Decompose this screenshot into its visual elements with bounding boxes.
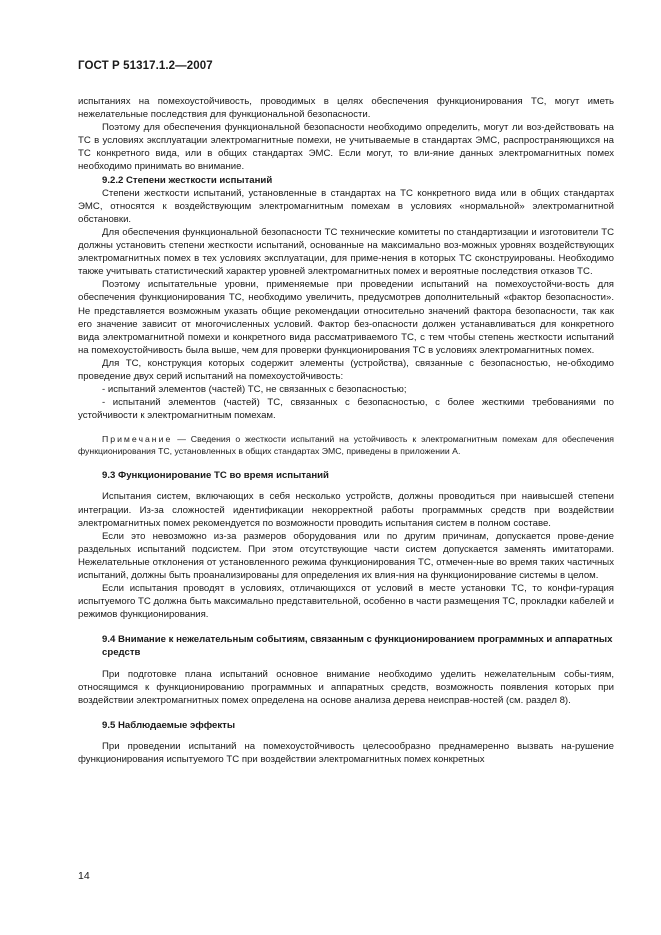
note-text: — Сведения о жесткости испытаний на устойчивость к электромагнитным помехам для обеспечения функционирования ТС, установленных в общих стандартах ЭМС, приведены в приложении А. <box>78 434 614 457</box>
paragraph: Если это невозможно из-за размеров оборудования или по другим причинам, допускается прове-дение раздельных испытаний подсистем. При этом отсутствующие части систем допускается заменять имитаторами. Нежелательные отклонения от установленного режима функционирования ТС, отмечен-ные во время таких частичных испытаний, должны быть проанализированы для определения их влия-ния на функционирование системы в целом. <box>78 530 614 581</box>
paragraph: При проведении испытаний на помехоустойчивость целесообразно преднамеренно вызвать на-рушение функционирования испытуемого ТС при воздействии электромагнитных помех конкретных <box>78 740 614 766</box>
paragraph: Степени жесткости испытаний, установленные в стандартах на ТС конкретного вида или в общих стандартах ЭМС, относятся к воздействующим электромагнитным помехам в условиях «нормальной» электромагнитной обстановки. <box>78 187 614 225</box>
paragraph: Поэтому для обеспечения функциональной безопасности необходимо определить, могут ли воз-действовать на ТС в условиях эксплуатации электромагнитные помехи, не учитываемые в стандартах ЭМС, распространяющихся на ТС конкретного вида, или в общих стандартах ЭМС. Если могут, то вли-яние данных электромагнитных помех необходимо принимать во внимание. <box>78 122 614 173</box>
list-item: - испытаний элементов (частей) ТС, не связанных с безопасностью; <box>102 384 407 396</box>
page-number: 14 <box>78 870 90 882</box>
note-label: Примечание <box>102 434 173 445</box>
document-body <box>78 95 614 766</box>
note <box>78 433 614 457</box>
section-heading-9-4: 9.4 Внимание к нежелательным событиям, связанным с функционированием программных и аппаратных средств <box>102 634 613 659</box>
section-heading-9-2-2: 9.2.2 Степени жесткости испытаний <box>102 174 273 186</box>
list-item: - испытаний элементов (частей) ТС, связанных с безопасностью, с более жесткими требованиями по устойчивости к электромагнитным помехам. <box>78 397 614 422</box>
paragraph: Если испытания проводят в условиях, отличающихся от условий в месте установки ТС, то конфи-гурация испытуемого ТС должна быть максимально представительной, особенно в части размещения ТС, прокладки кабелей и режимов функционирования. <box>78 583 614 621</box>
paragraph: При подготовке плана испытаний основное внимание необходимо уделить нежелательным собы-тиям, относящимся к функционированию программных и аппаратных средств, возможность появления которых при воздействии электромагнитных помех определена на основе анализа дерева неисправ-ностей (см. раздел 8). <box>78 668 614 706</box>
paragraph: Испытания систем, включающих в себя несколько устройств, должны проводиться при наивысшей степени интеграции. Из-за сложностей идентификации некорректной работы программных средств при воздействии электромагнитных помех рекомендуется по возможности проводить испытания систем в полном составе. <box>78 491 614 529</box>
section-heading-9-5: 9.5 Наблюдаемые эффекты <box>102 719 236 731</box>
document-header: ГОСТ Р 51317.1.2—2007 <box>78 60 213 72</box>
paragraph: Поэтому испытательные уровни, применяемые при проведении испытаний на помехоустойчи-вость для обеспечения функционирования ТС, необходимо увеличить, предусмотрев дополнительный «фактор безопасности». Не представляется возможным указать общие рекомендации относительно значений фактора безопасности, так как его значение зависит от многочисленных условий. Фактор без-опасности должен устанавливаться для конкретного вида электромагнитной помехи и конкретного вида рассматриваемого ТС, с тем чтобы степень жесткости испытаний на помехоустойчивость была выше, чем для проверки функционирования ТС в условиях электромагнитных помех. <box>78 279 614 356</box>
section-heading-9-3: 9.3 Функционирование ТС во время испытаний <box>102 470 329 482</box>
paragraph: Для ТС, конструкция которых содержит элементы (устройства), связанные с безопасностью, не-обходимо проведение двух серий испытаний на помехоустойчивость: <box>78 357 614 382</box>
paragraph: Для обеспечения функциональной безопасности ТС технические комитеты по стандартизации и изготовители ТС должны установить степени жесткости испытаний, основанные на максимально воз-можных уровнях воздействующих электромагнитных помех в тех условиях эксплуатации, для приме-нения в которых ТС сконструированы. Необходимо также учитывать статистический характер уровней электромагнитных помех и вероятные последствия отказов ТС. <box>78 226 614 278</box>
paragraph: испытаниях на помехоустойчивость, проводимых в целях обеспечения функционирования ТС, могут иметь нежелательные последствия для функциональной безопасности. <box>78 96 614 121</box>
